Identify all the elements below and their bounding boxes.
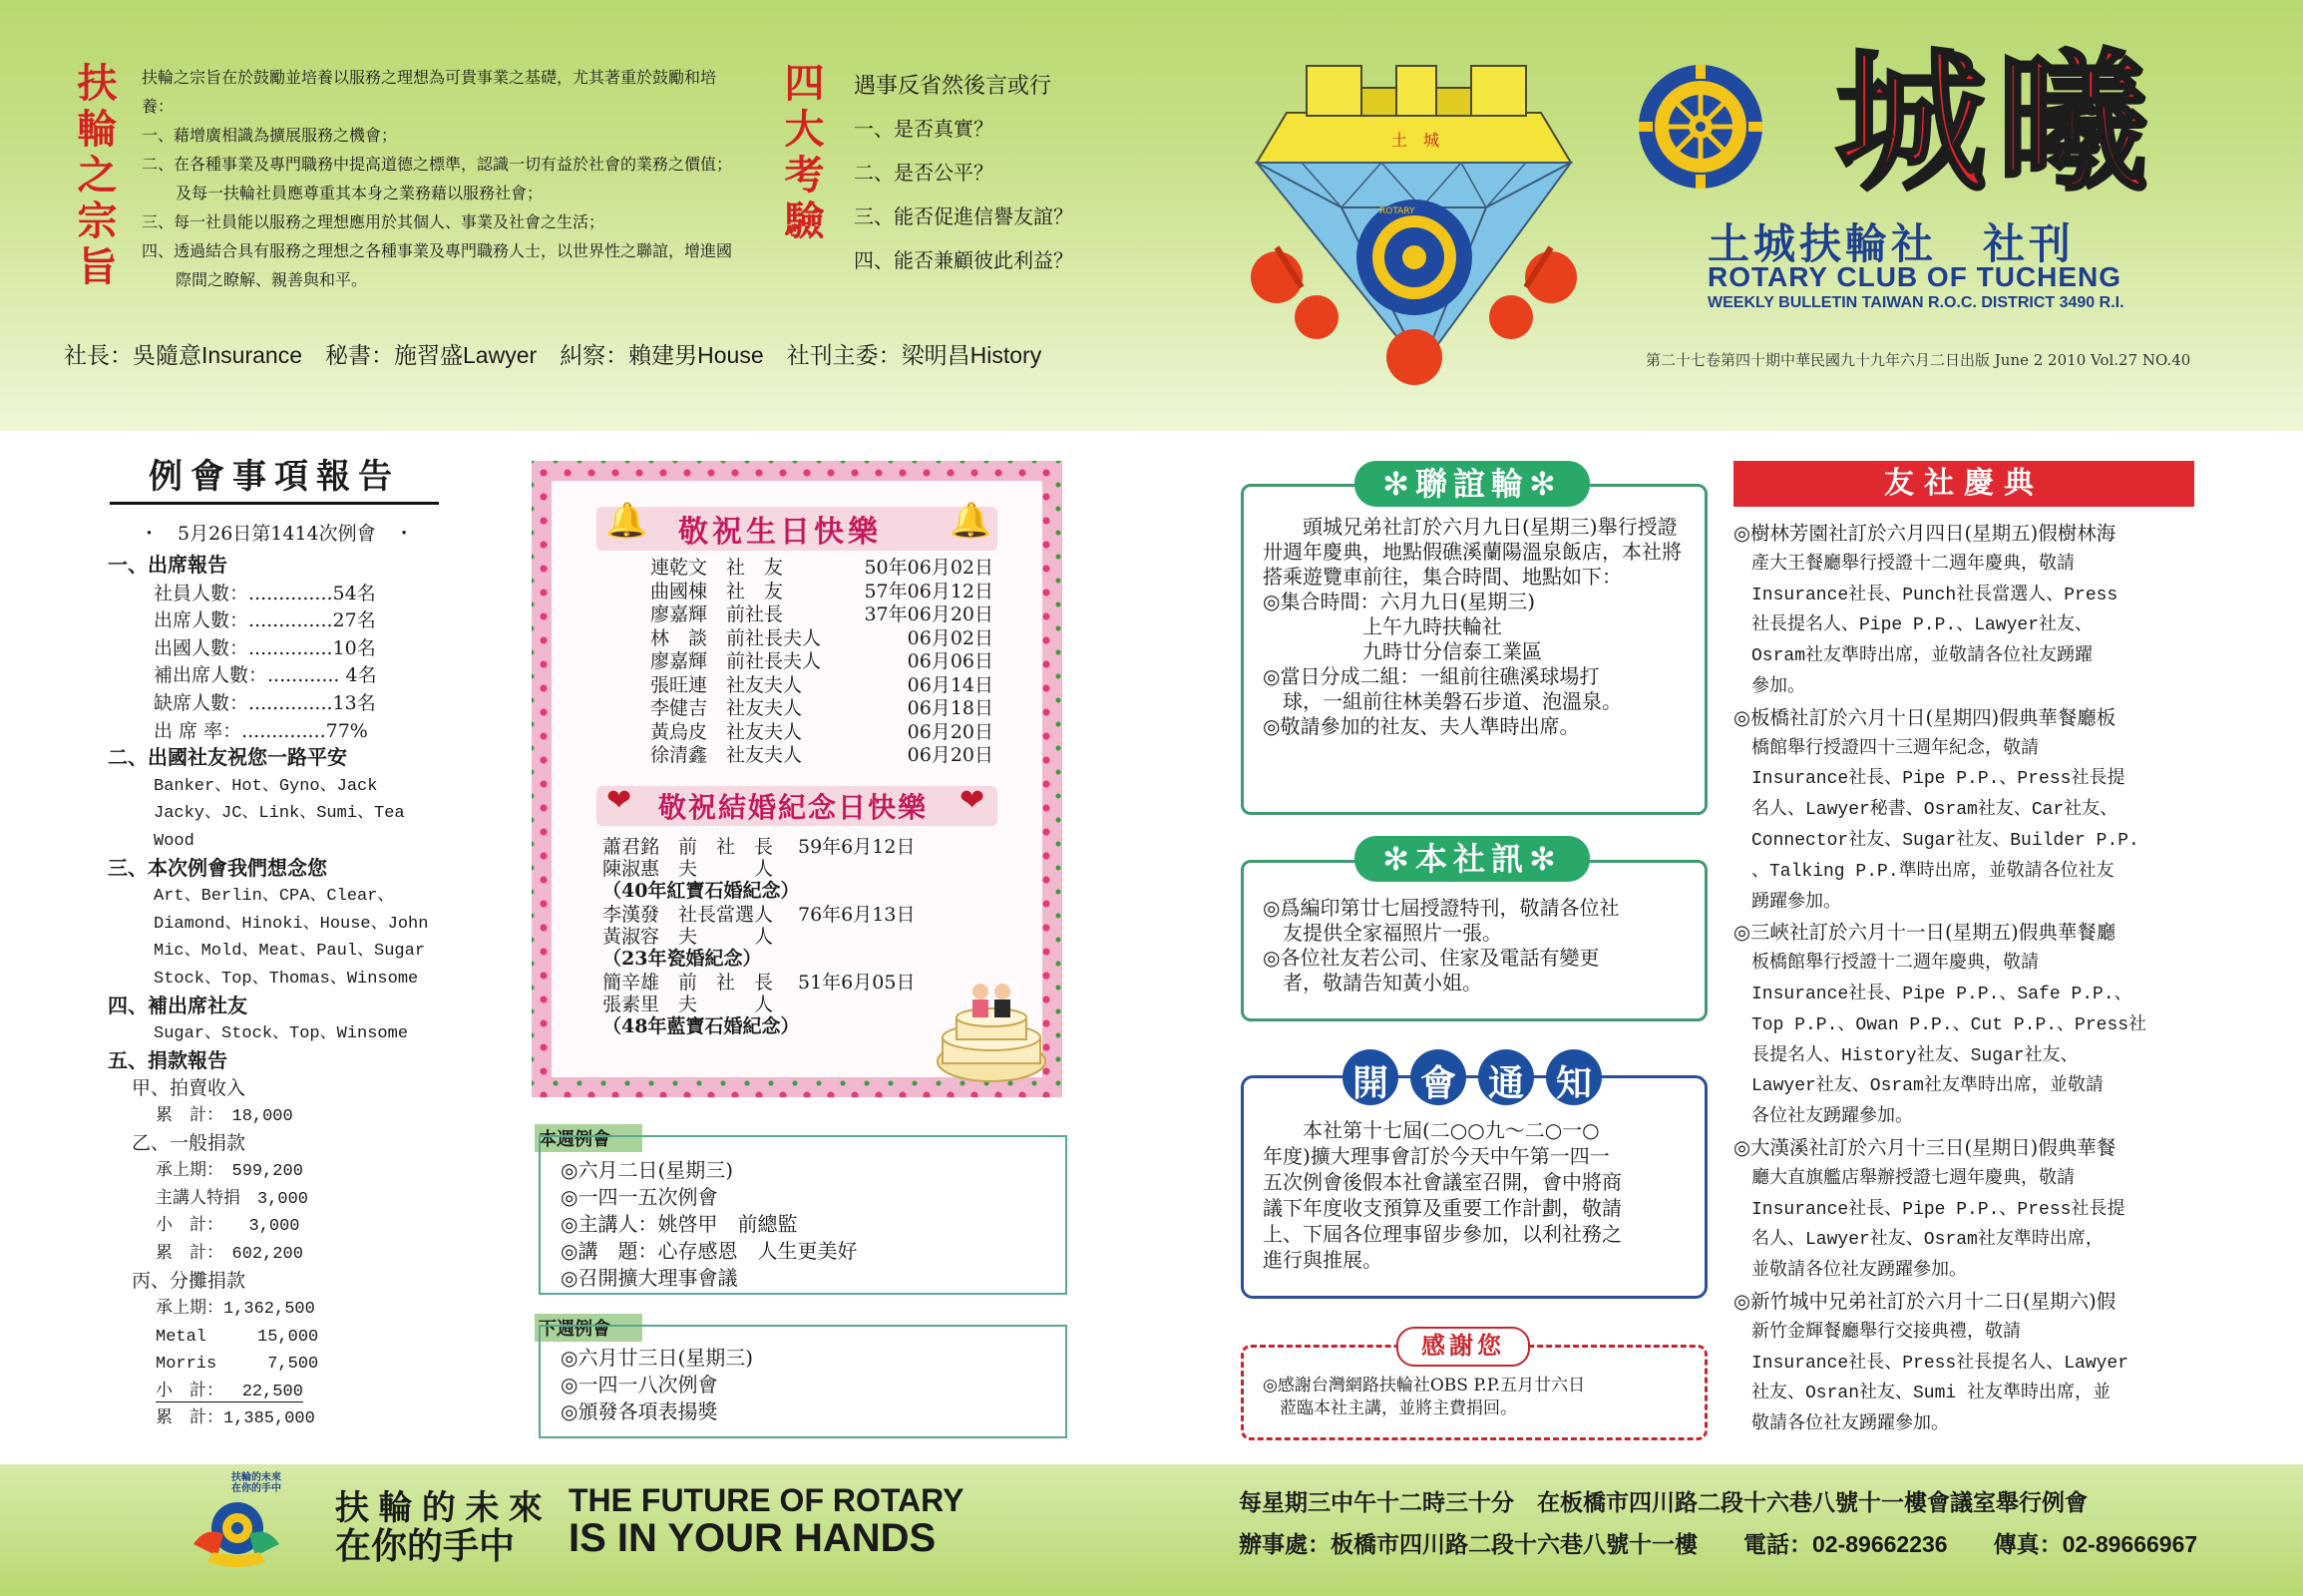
- wedding-entry: [602, 904, 1001, 970]
- sister-club-line: 名人、Lawyer秘書、Osram社友、Car社友、: [1733, 800, 2118, 821]
- notice-line: 議下年度收支預算及重要工作計劃，敬請: [1263, 1196, 1622, 1220]
- paper-title: 城曦: [1835, 33, 2158, 211]
- purpose-item-2: 二、在各種事業及專門職務中提高道德之標準，認識一切有益於社會的業務之價值；及每一扶輪社員應尊重其本身之業務藉以服務社會；: [142, 157, 733, 202]
- sister-club-line: Insurance社長、Press社長提名人、Lawyer: [1733, 1353, 2129, 1374]
- purpose-item-4: 四、透過結合具有服務之理想之各種事業及專門職務人士，以世界性之聯誼，增進國際間之瞭解、親善與和平。: [142, 243, 733, 289]
- office-tel: 電話：02-89662236: [1743, 1531, 1948, 1557]
- birthday-row: [650, 721, 1009, 745]
- notice-line: 本社第十七屆(二○○九～二○一○: [1263, 1118, 1600, 1142]
- sister-club-line: 長提名人、History社友、Sugar社友、: [1733, 1045, 2079, 1066]
- birthday-role: 社 友: [726, 580, 784, 602]
- sister-club-title: 友社慶典: [1733, 461, 2194, 507]
- wedding-date: 76年6月13日: [798, 904, 916, 926]
- masthead: [0, 0, 2303, 431]
- next-week-item: ◎六月廿三日(星期三): [561, 1346, 754, 1370]
- travel-line: Wood: [154, 831, 194, 851]
- hands-logo-caption-top: 扶輪的未來: [231, 1472, 281, 1483]
- sister-club-line: 各位社友踴躍參加。: [1733, 1107, 1913, 1128]
- notice-line: 五次例會後假本社會議室召開，會中將商: [1263, 1170, 1622, 1194]
- slogan-cn-1: 扶 輪 的 未 來: [335, 1489, 543, 1527]
- meeting-label: 5月26日第1414次例會: [178, 523, 376, 545]
- wedding-role: 夫 人: [678, 994, 774, 1015]
- attendance-heading: 一、出席報告: [108, 555, 227, 577]
- slogan-cn-2: 在你的手中: [335, 1525, 516, 1566]
- sister-club-line: 敬請各位社友踴躍參加。: [1733, 1414, 1949, 1435]
- sister-club-item: [1733, 519, 2204, 703]
- sister-club-line: ◎三峽社訂於六月十一日(星期五)假典華餐廳: [1733, 921, 2116, 945]
- birthday-role: 社友夫人: [726, 744, 803, 766]
- wedding-date: 51年6月05日: [798, 972, 916, 994]
- this-week-item: ◎講 題：心存感恩 人生更美好: [561, 1239, 858, 1263]
- birthday-row: [650, 650, 1009, 674]
- birthday-role: 前社長: [726, 603, 784, 625]
- this-week-list: [561, 1157, 857, 1292]
- wedding-anniversary-note: （23年瓷婚紀念）: [602, 948, 762, 970]
- birthday-row: [650, 557, 1009, 581]
- purpose-title: 扶輪之宗旨: [71, 62, 118, 291]
- meeting-notice-title: [1343, 1049, 1602, 1105]
- birthday-title: 敬祝生日快樂: [678, 515, 882, 550]
- next-week-item: ◎頒發各項表揚獎: [561, 1399, 718, 1423]
- sister-club-line: 社長提名人、Pipe P.P.、Lawyer社友、: [1733, 615, 2094, 636]
- miss-line: Art、Berlin、CPA、Clear、: [154, 887, 395, 907]
- birthday-name: 林 談: [650, 626, 708, 649]
- birthday-name: 黃烏皮: [650, 720, 708, 743]
- fellowship-item: ◎當日分成二組：一組前往礁溪球場打: [1263, 664, 1600, 688]
- this-week-item: ◎六月二日(星期三): [561, 1158, 734, 1182]
- club-news-item: 者，敬請告知黃小姐。: [1263, 971, 1482, 995]
- birthday-date: 37年06月20日: [864, 603, 993, 625]
- heart-icon: ❤: [606, 783, 632, 818]
- sister-club-line: Insurance社長、Pipe P.P.、Press社長提: [1733, 769, 2125, 790]
- birthday-name: 徐清鑫: [650, 744, 708, 766]
- sister-club-line: ◎樹林芳園社訂於六月四日(星期五)假樹林海: [1733, 522, 2116, 545]
- birthday-row: [650, 744, 1009, 768]
- birthday-role: 前社長夫人: [726, 626, 822, 649]
- sister-club-item: [1733, 703, 2204, 919]
- sister-club-line: 新竹金輝餐廳舉行交接典禮，敬請: [1733, 1322, 2021, 1343]
- donation-line: 小 計： 22,500: [156, 1382, 303, 1401]
- birthday-date: 50年06月02日: [864, 557, 993, 579]
- hands-logo-caption: [231, 1472, 281, 1494]
- fellowship-title-text: 聯誼輪: [1414, 466, 1529, 502]
- hands-logo-caption-bottom: 在你的手中: [231, 1483, 281, 1494]
- this-week-item: ◎召開擴大理事會議: [561, 1266, 738, 1290]
- sister-club-line: Lawyer社友、Osram社友準時出席，並敬請: [1733, 1076, 2104, 1097]
- purpose-intro: 扶輪之宗旨在於鼓勵並培養以服務之理想為可貴事業之基礎，尤其著重於鼓勵和培養：: [142, 70, 717, 116]
- club-sub-en: WEEKLY BULLETIN TAIWAN R.O.C. DISTRICT 3490 R.I.: [1708, 294, 2124, 311]
- donation-line: Metal 15,000: [156, 1327, 319, 1347]
- test-item-3: 三、能否促進信譽友誼？: [854, 206, 1073, 228]
- birthday-date: 06月20日: [907, 720, 993, 743]
- fellowship-body: [1263, 515, 1686, 739]
- this-week-item: ◎一四一五次例會: [561, 1185, 718, 1209]
- thanks-line: 蒞臨本社主講，並將主費捐回。: [1263, 1398, 1517, 1418]
- birthday-name: 李健吉: [650, 697, 708, 719]
- four-way-test-intro: 遇事反省然後言或行: [854, 73, 1052, 98]
- notice-char: 會: [1419, 1062, 1456, 1103]
- sister-club-list: [1733, 519, 2204, 1440]
- wedding-role: 社長當選人: [678, 904, 774, 926]
- attendance-line: 社員人數：..............54名: [154, 582, 376, 604]
- wedding-role: 夫 人: [678, 926, 774, 948]
- miss-heading: 三、本次例會我們想念您: [108, 857, 327, 880]
- birthday-name: 張旺連: [650, 673, 708, 696]
- travel-heading: 二、出國社友祝您一路平安: [108, 747, 347, 770]
- sister-club-line: 踴躍參加。: [1733, 892, 1841, 913]
- miss-line: Stock、Top、Thomas、Winsome: [154, 969, 419, 989]
- fellowship-item: ◎集合時間：六月九日(星期三): [1263, 590, 1536, 613]
- club-news-item: ◎爲編印第廿七屆授證特刊，敬請各位社: [1263, 896, 1620, 920]
- heart-icon: ❤: [960, 783, 985, 818]
- wedding-role: 夫 人: [678, 858, 774, 880]
- club-news-item: 友提供全家福照片一張。: [1263, 921, 1502, 945]
- attendance-line: 補出席人數：............ 4名: [154, 664, 377, 687]
- miss-line: Mic、Mold、Meat、Paul、Sugar: [154, 942, 426, 962]
- sister-club-line: Connector社友、Sugar社友、Builder P.P.: [1733, 830, 2139, 851]
- birthday-role: 社友夫人: [726, 697, 803, 719]
- crown-label: 土 城: [1391, 131, 1440, 150]
- crown-emblem: [1222, 48, 1606, 387]
- slogan-en-2: IS IN YOUR HANDS: [569, 1516, 937, 1560]
- sister-club-line: 名人、Lawyer社友、Osram社友準時出席，: [1733, 1230, 2104, 1251]
- officers-line: 社長：吳隨意Insurance 秘書：施習盛Lawyer 糾察：賴建男House 社刊主委：梁明昌History: [64, 342, 1042, 368]
- wedding-role: 前 社 長: [678, 836, 774, 858]
- birthday-row: [650, 581, 1009, 604]
- thanks-title: 感謝您: [1396, 1327, 1530, 1367]
- travel-line: Jacky、JC、Link、Sumi、Tea: [154, 804, 405, 824]
- club-name-en: ROTARY CLUB OF TUCHENG: [1708, 261, 2122, 292]
- sister-club-line: 、Talking P.P.準時出席，並敬請各位社友: [1733, 861, 2114, 882]
- wedding-anniversary-note: （40年紅寶石婚紀念）: [602, 880, 800, 902]
- four-way-test: [854, 64, 1113, 283]
- club-news-title: ✻本社訊✻: [1354, 836, 1590, 882]
- attendance-line: 出國人數：..............10名: [154, 636, 376, 659]
- report-body: [108, 553, 487, 1433]
- sister-club-line: 橋館舉行授證四十三週年紀念，敬請: [1733, 738, 2039, 759]
- sister-club-line: Osram社友準時出席，並敬請各位社友踴躍: [1733, 646, 2094, 667]
- travel-line: Banker、Hot、Gyno、Jack: [154, 776, 378, 796]
- donation-line: 小 計： 3,000: [156, 1217, 300, 1237]
- office-line: [1239, 1526, 2197, 1559]
- wedding-name: 黃淑容: [602, 926, 660, 948]
- birthday-role: 前社長夫人: [726, 650, 822, 672]
- sister-club-line: 參加。: [1733, 676, 1805, 697]
- donation-line: 累 計： 602,200: [156, 1244, 303, 1264]
- sister-club-line: Insurance社長、Punch社長當選人、Press: [1733, 585, 2118, 605]
- attendance-line: 缺席人數：..............13名: [154, 691, 376, 714]
- donation-line: 承上期： 599,200: [156, 1162, 303, 1182]
- birthday-name: 廖嘉輝: [650, 603, 708, 625]
- wedding-date: 59年6月12日: [798, 836, 916, 858]
- thanks-body: [1263, 1375, 1585, 1420]
- fellowship-item: ◎敬請參加的社友、夫人準時出席。: [1263, 714, 1580, 738]
- miss-line: Diamond、Hinoki、House、John: [154, 914, 429, 934]
- donation-line: Morris 7,500: [156, 1355, 319, 1375]
- attendance-line: 出 席 率：..............77%: [154, 719, 368, 742]
- wedding-name: 蕭君銘: [602, 836, 660, 858]
- purpose-text: [142, 64, 740, 295]
- sister-club-line: 板橋館舉行授證十二週年慶典，敬請: [1733, 954, 2039, 975]
- donation-general-label: 乙、一般捐款: [132, 1132, 246, 1155]
- thanks-line: ◎感謝台灣網路扶輪社OBS P.P.五月廿六日: [1263, 1376, 1586, 1396]
- four-way-test-title: 四大考驗: [778, 62, 825, 245]
- birthday-name: 曲國棟: [650, 580, 708, 602]
- birthday-role: 社 友: [726, 557, 784, 579]
- report-title: 例會事項報告: [110, 449, 439, 505]
- fellowship-item: 九時廿分信泰工業區: [1263, 639, 1542, 663]
- sister-club-line: ◎板橋社訂於六月十日(星期四)假典華餐廳板: [1733, 705, 2116, 729]
- slogan-en-1: THE FUTURE OF ROTARY: [569, 1482, 964, 1518]
- birthday-date: 06月14日: [907, 673, 993, 696]
- fellowship-item: 上午九時扶輪社: [1263, 614, 1502, 638]
- birthday-name: 廖嘉輝: [650, 650, 708, 672]
- test-item-2: 二、是否公平？: [854, 163, 993, 185]
- donation-shared-label: 丙、分攤捐款: [132, 1270, 246, 1293]
- sister-club-line: Insurance社長、Pipe P.P.、Safe P.P.、: [1733, 984, 2132, 1004]
- test-item-1: 一、是否真實？: [854, 119, 993, 141]
- birthday-row: [650, 603, 1009, 627]
- test-item-4: 四、能否兼顧彼此利益？: [854, 250, 1073, 272]
- sister-club-item: [1733, 1287, 2204, 1440]
- sister-club-line: ◎大漢溪社訂於六月十三日(星期日)假典華餐: [1733, 1135, 2116, 1159]
- birthday-name: 連乾文: [650, 557, 708, 579]
- rotary-international-logo: [1636, 62, 1765, 192]
- wedding-cake-illustration: [933, 970, 1050, 1087]
- notice-char: 知: [1555, 1062, 1592, 1103]
- purpose-item-1: 一、藉增廣相識為擴展服務之機會；: [142, 128, 398, 145]
- birthday-role: 社友夫人: [726, 673, 803, 696]
- club-news-item: ◎各位社友若公司、住家及電話有變更: [1263, 946, 1600, 970]
- makeup-line: Sugar、Stock、Top、Winsome: [154, 1024, 409, 1044]
- birthday-date: 06月18日: [907, 697, 993, 719]
- donation-line: 累 計： 18,000: [156, 1106, 293, 1126]
- birthday-date: 06月20日: [907, 744, 993, 766]
- sister-club-line: 廳大直旗艦店舉辦授證七週年慶典，敬請: [1733, 1168, 2075, 1189]
- club-news-title-text: 本社訊: [1414, 841, 1529, 877]
- meeting-info: 每星期三中午十二時三十分 在板橋市四川路二段十六巷八號十一樓會議室舉行例會: [1239, 1489, 2088, 1515]
- bell-icon: 🔔: [605, 501, 648, 541]
- donation-auction-label: 甲、拍賣收入: [132, 1077, 246, 1100]
- office-fax: 傳真：02-89666967: [1993, 1531, 2198, 1557]
- purpose-item-3: 三、每一社員能以服務之理想應用於其個人、事業及社會之生活；: [142, 214, 605, 231]
- sister-club-line: ◎新竹城中兄弟社訂於六月十二日(星期六)假: [1733, 1289, 2116, 1313]
- club-news-body: [1263, 896, 1619, 996]
- birthday-row: [650, 697, 1009, 721]
- wedding-role: 前 社 長: [678, 972, 774, 994]
- birthday-list: [650, 557, 1009, 768]
- donation-line: 主講人特捐 3,000: [156, 1189, 309, 1209]
- wedding-name: 張素里: [602, 994, 660, 1015]
- this-week-tag: 本週例會: [535, 1124, 642, 1152]
- fellowship-item: 球，一組前往林美磐石步道、泡溫泉。: [1263, 689, 1622, 713]
- issue-line: 第二十七卷第四十期中華民國九十九年六月二日出版 June 2 2010 Vol.27 NO.40: [1646, 351, 2191, 369]
- bell-icon: 🔔: [950, 501, 992, 541]
- makeup-heading: 四、補出席社友: [108, 995, 247, 1017]
- wedding-name: 李漢發: [602, 904, 660, 926]
- sister-club-item: [1733, 918, 2204, 1133]
- wedding-title: 敬祝結婚紀念日快樂: [658, 791, 929, 824]
- notice-line: 上、下屆各位理事留步參加，以利社務之: [1263, 1222, 1622, 1246]
- svg-text:ROTARY: ROTARY: [1379, 206, 1415, 216]
- notice-char: 開: [1351, 1062, 1388, 1103]
- attendance-line: 出席人數：..............27名: [154, 609, 376, 632]
- birthday-row: [650, 674, 1009, 698]
- fellowship-title: ✻聯誼輪✻: [1354, 461, 1590, 507]
- wedding-name: 陳淑惠: [602, 858, 660, 880]
- birthday-date: 06月06日: [907, 650, 993, 672]
- notice-line: 年度)擴大理事會訂於今天中午第一四一: [1263, 1144, 1610, 1168]
- donation-line: 承上期：1,362,500: [156, 1300, 315, 1320]
- next-week-tag: 下週例會: [535, 1314, 642, 1342]
- birthday-row: [650, 627, 1009, 651]
- sister-club-line: 社友、Osran社友、Sumi 社友準時出席，並: [1733, 1384, 2111, 1404]
- report-meeting-line: ・ 5月26日第1414次例會 ・: [140, 523, 414, 545]
- sister-club-line: 並敬請各位社友踴躍參加。: [1733, 1261, 1967, 1282]
- notice-char: 通: [1487, 1062, 1524, 1103]
- sister-club-line: 產大王餐廳舉行授證十二週年慶典，敬請: [1733, 554, 2075, 575]
- this-week-item: ◎主講人：姚啓甲 前總監: [561, 1212, 798, 1236]
- sister-club-line: Insurance社長、Pipe P.P.、Press社長提: [1733, 1199, 2125, 1220]
- wedding-entry: [602, 836, 1001, 902]
- notice-line: 進行與推展。: [1263, 1248, 1382, 1272]
- wedding-anniversary-note: （48年藍寶石婚紀念）: [602, 1015, 800, 1037]
- birthday-role: 社友夫人: [726, 720, 803, 743]
- donation-line: 累 計：1,385,000: [156, 1409, 315, 1429]
- office-address: 辦事處：板橋市四川路二段十六巷八號十一樓: [1239, 1531, 1698, 1557]
- sister-club-line: Top P.P.、Owan P.P.、Cut P.P.、Press社: [1733, 1014, 2147, 1035]
- next-week-item: ◎一四一八次例會: [561, 1373, 718, 1396]
- birthday-date: 06月02日: [907, 626, 993, 649]
- wedding-name: 簡辛雄: [602, 972, 660, 994]
- donation-heading: 五、捐款報告: [108, 1049, 227, 1072]
- birthday-date: 57年06月12日: [864, 580, 993, 602]
- next-week-list: [561, 1345, 753, 1425]
- sister-club-item: [1733, 1133, 2204, 1287]
- club-name-cn: 土城扶輪社 社刊: [1708, 220, 2076, 267]
- meeting-notice-body: [1263, 1117, 1622, 1273]
- fellowship-intro: 頭城兄弟社訂於六月九日(星期三)舉行授證卅週年慶典，地點假礁溪蘭陽溫泉飯店，本社將搭乘遊覽車前往，集合時間、地點如下：: [1263, 515, 1682, 589]
